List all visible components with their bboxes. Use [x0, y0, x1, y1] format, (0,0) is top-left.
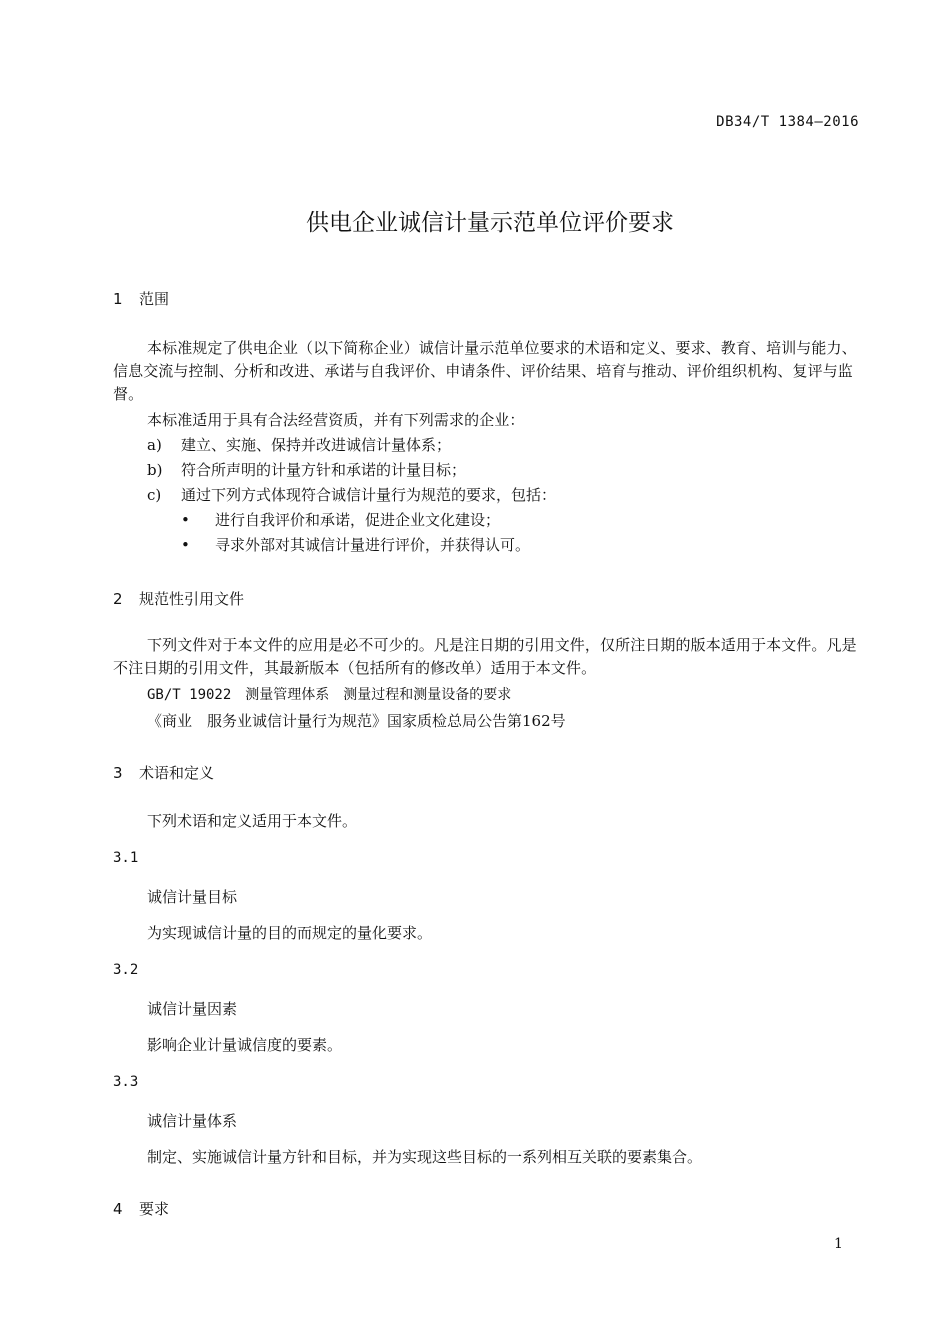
- section-title: 要求: [139, 1200, 170, 1218]
- reference-item: 《商业 服务业诚信计量行为规范》国家质检总局公告第162号: [147, 712, 566, 730]
- term-number: 3.2: [113, 962, 139, 978]
- list-marker: c): [147, 486, 162, 504]
- section-number: 4: [113, 1200, 123, 1218]
- page-number: 1: [834, 1236, 843, 1252]
- term-name: 诚信计量因素: [147, 1000, 238, 1018]
- section-title: 规范性引用文件: [139, 590, 245, 608]
- section-title: 范围: [139, 290, 170, 308]
- term-number: 3.1: [113, 850, 139, 866]
- list-item-b: [147, 459, 466, 482]
- section-4-heading: [113, 1198, 169, 1219]
- term-name: 诚信计量目标: [147, 888, 238, 906]
- section-number: 3: [113, 764, 123, 782]
- standard-code: DB34/T 1384—2016: [716, 114, 859, 130]
- bullet-icon: •: [181, 511, 190, 529]
- section-2-heading: [113, 588, 244, 609]
- scope-paragraph: 本标准规定了供电企业（以下简称企业）诚信计量示范单位要求的术语和定义、要求、教育、培训与能力、信息交流与控制、分析和改进、承诺与自我评价、申请条件、评价结果、培育与推动、评价组织机构、复评与监督。: [113, 339, 857, 403]
- term-definition: 制定、实施诚信计量方针和目标，并为实现这些目标的一系列相互关联的要素集合。: [147, 1148, 703, 1166]
- bullet-item: [181, 509, 500, 532]
- list-text: 建立、实施、保持并改进诚信计量体系；: [181, 436, 452, 454]
- section-3-heading: [113, 762, 214, 783]
- list-text: 符合所声明的计量方针和承诺的计量目标；: [181, 461, 467, 479]
- reference-item: GB/T 19022 测量管理体系 测量过程和测量设备的要求: [147, 687, 512, 703]
- list-item-a: [147, 434, 451, 457]
- scope-applicability: 本标准适用于具有合法经营资质，并有下列需求的企业：: [147, 411, 525, 429]
- section-number: 2: [113, 590, 123, 608]
- term-definition: 为实现诚信计量的目的而规定的量化要求。: [147, 924, 433, 942]
- section-number: 1: [113, 290, 123, 308]
- normative-paragraph: 下列文件对于本文件的应用是必不可少的。凡是注日期的引用文件，仅所注日期的版本适用于本文件。凡是不注日期的引用文件，其最新版本（包括所有的修改单）适用于本文件。: [113, 636, 857, 677]
- list-text: 通过下列方式体现符合诚信计量行为规范的要求，包括：: [181, 486, 557, 504]
- section-1-heading: [113, 288, 169, 309]
- terms-intro: 下列术语和定义适用于本文件。: [147, 812, 358, 830]
- list-marker: b): [147, 461, 163, 479]
- bullet-text: 寻求外部对其诚信计量进行评价，并获得认可。: [215, 536, 531, 554]
- document-title: 供电企业诚信计量示范单位评价要求: [306, 210, 674, 236]
- list-marker: a): [147, 436, 162, 454]
- bullet-item: [181, 534, 530, 557]
- list-item-c: [147, 484, 556, 507]
- bullet-text: 进行自我评价和承诺，促进企业文化建设；: [215, 511, 501, 529]
- term-definition: 影响企业计量诚信度的要素。: [147, 1036, 343, 1054]
- section-title: 术语和定义: [139, 764, 215, 782]
- term-number: 3.3: [113, 1074, 139, 1090]
- bullet-icon: •: [181, 536, 190, 554]
- term-name: 诚信计量体系: [147, 1112, 238, 1130]
